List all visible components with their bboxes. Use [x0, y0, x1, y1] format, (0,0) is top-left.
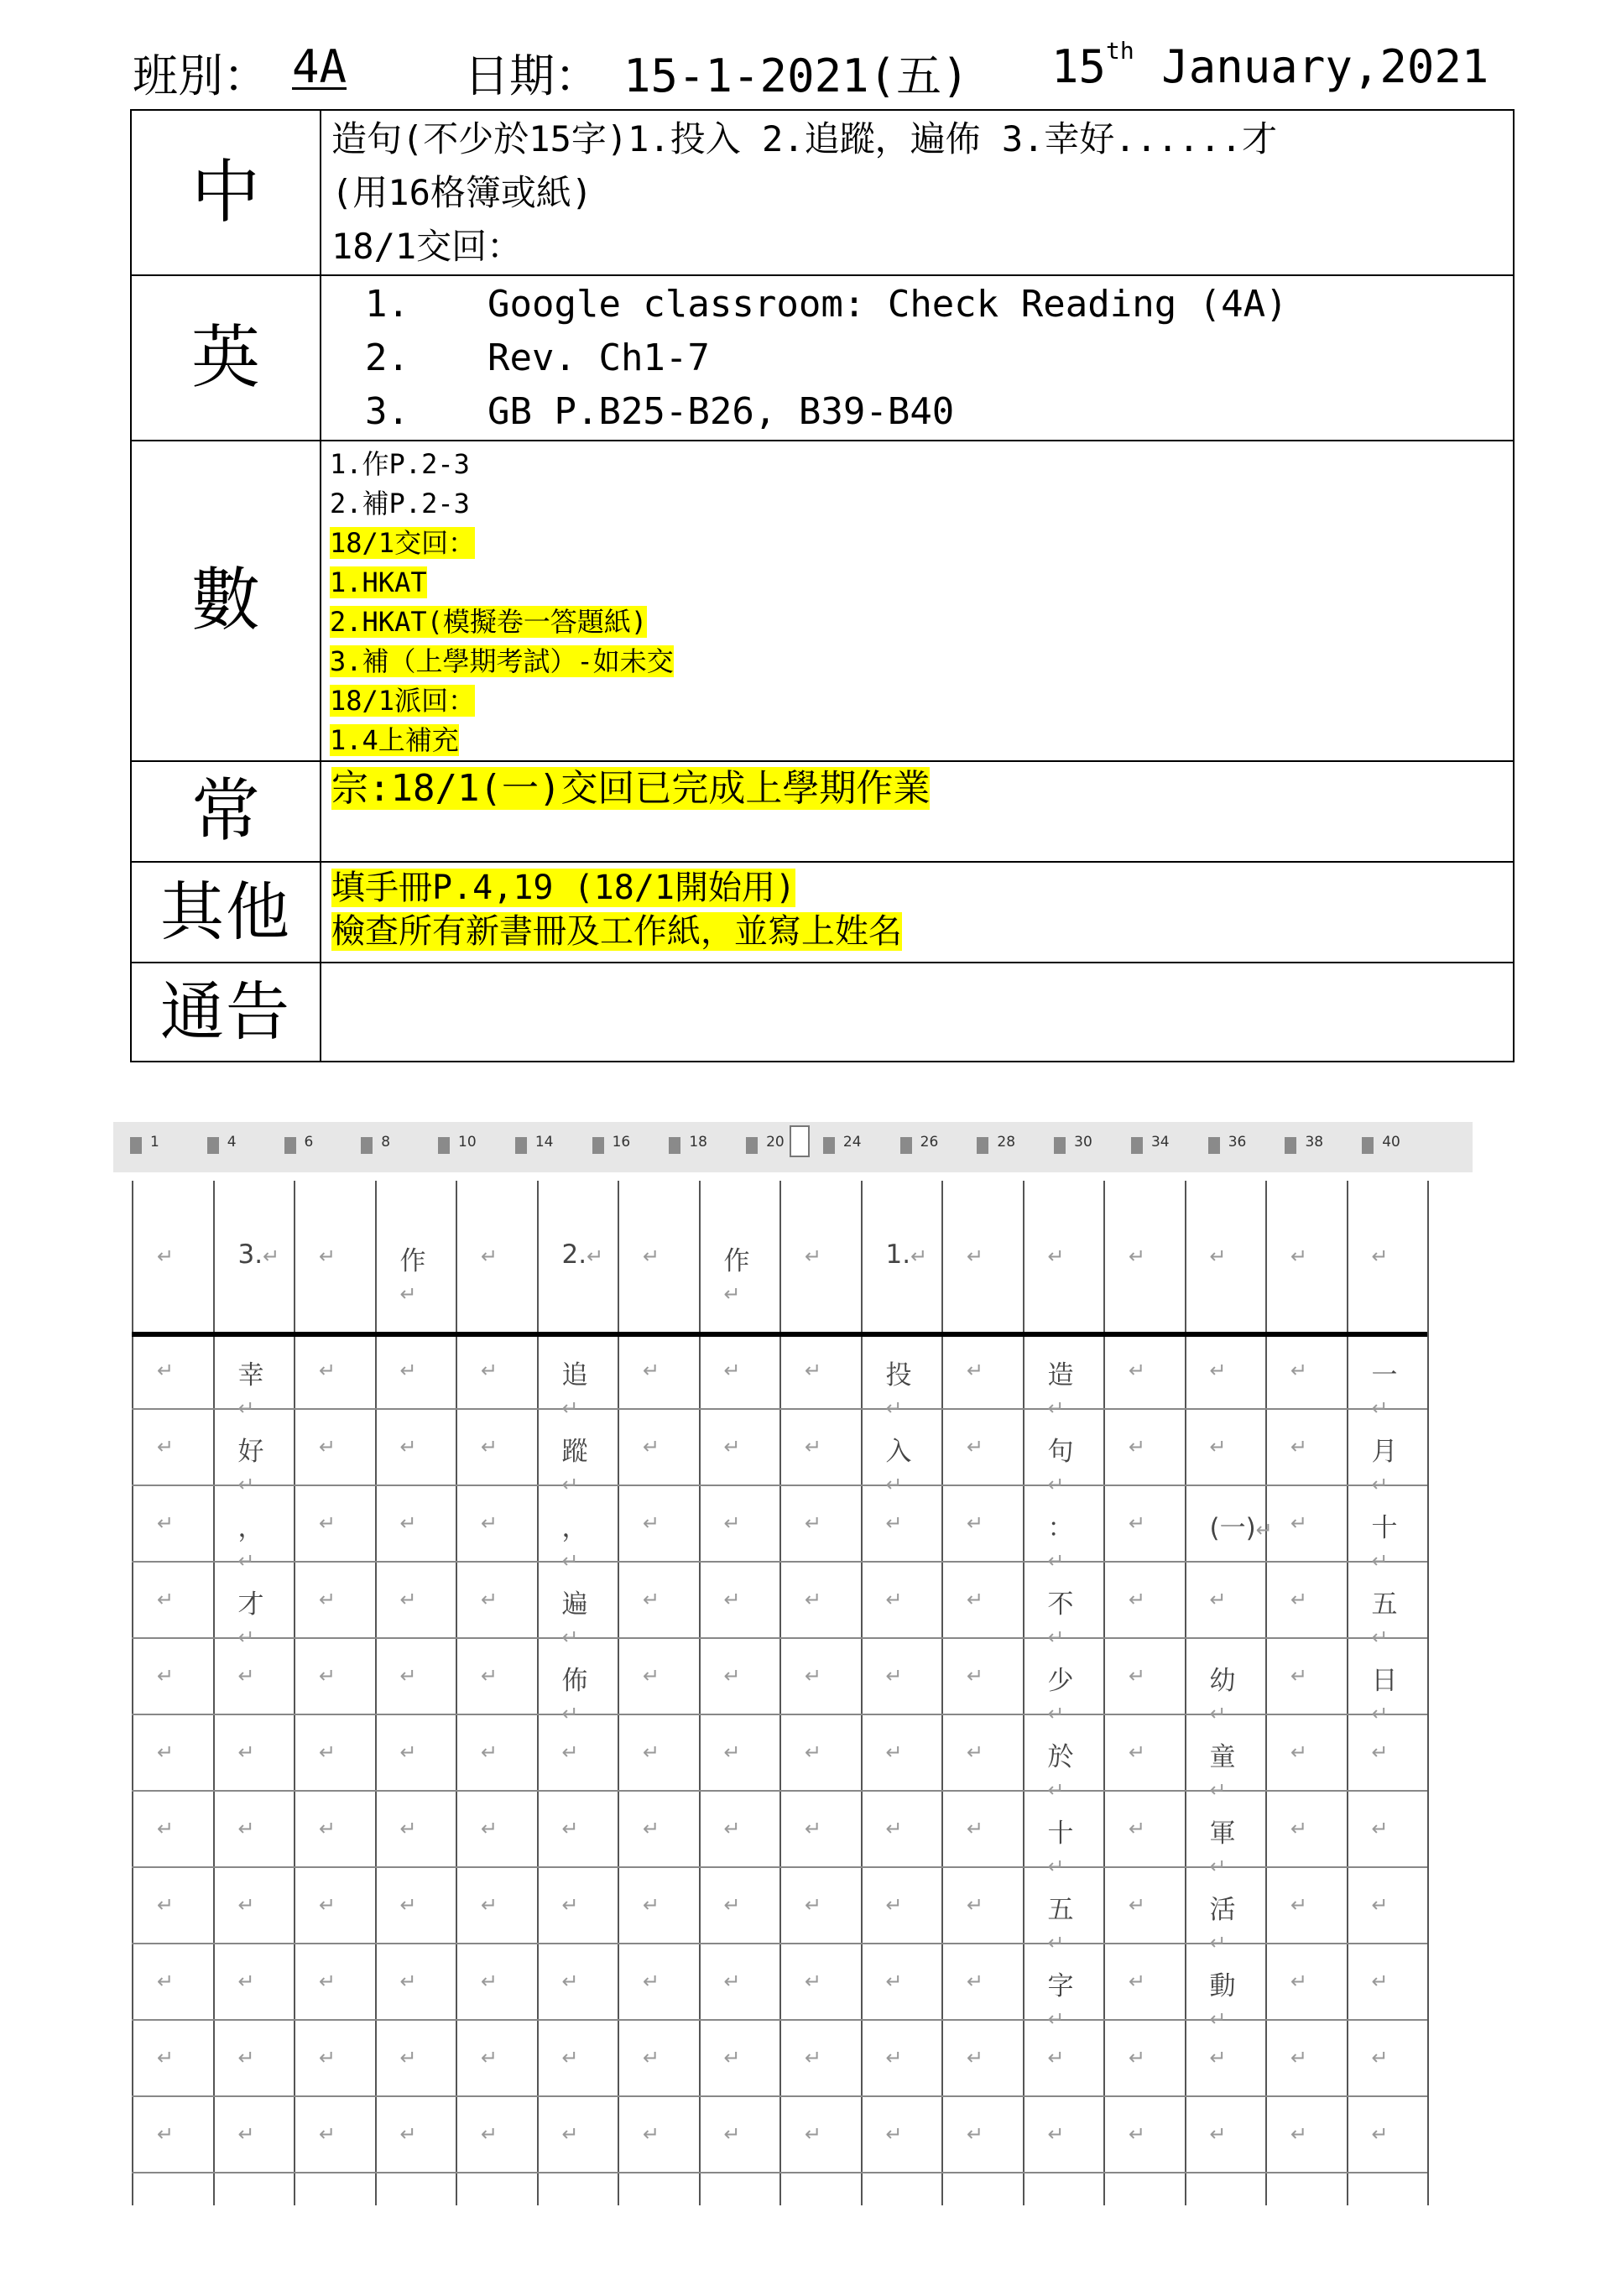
ruler-number: 18 — [689, 1134, 707, 1151]
ruler-number: 8 — [381, 1134, 391, 1151]
grid-cell: ↵ — [1290, 1740, 1308, 1764]
grid-cell: ↵ — [1290, 1893, 1308, 1917]
grid-cell: 幸↵ — [237, 1360, 264, 1420]
grid-cell: ↵ — [885, 2046, 903, 2069]
grid-cell: 才↵ — [237, 1589, 264, 1649]
grid-cell: ↵ — [481, 1817, 498, 1840]
grid-cell: ↵ — [967, 1664, 984, 1688]
grid-cell: 佈↵ — [561, 1666, 588, 1725]
ruler-tick — [361, 1137, 373, 1154]
grid-cell: ，↵ — [561, 1513, 588, 1573]
grid-cell: ↵ — [481, 1664, 498, 1688]
ruler-number: 14 — [534, 1134, 554, 1151]
chinese-line-2: (用16格簿或紙) — [331, 172, 593, 213]
grid-cell: ↵ — [481, 1435, 498, 1458]
grid-cell: ↵ — [237, 2122, 255, 2146]
grid-cell: ，↵ — [237, 1513, 264, 1573]
grid-cell: ↵ — [967, 1359, 984, 1382]
grid-cell: ↵ — [805, 1970, 822, 1993]
grid-cell: ↵ — [885, 1893, 903, 1917]
grid-cell: ↵ — [481, 1359, 498, 1382]
grid-cell: ↵ — [643, 1359, 660, 1382]
grid-cell: ↵ — [481, 1245, 498, 1268]
math-highlight-line: 1.4上補充 — [330, 724, 459, 756]
grid-cell: 蹤↵ — [561, 1437, 588, 1496]
grid-cell: ↵ — [561, 1893, 579, 1917]
grid-row-line — [132, 2095, 1427, 2097]
grid-cell: 字↵ — [1047, 1971, 1074, 2031]
grid-cell: 活↵ — [1209, 1895, 1236, 1954]
grid-cell: ↵ — [237, 1664, 255, 1688]
ruler-number: 1 — [150, 1134, 159, 1151]
subject-english: 英 — [131, 275, 321, 441]
grid-cell: ↵ — [157, 1359, 175, 1382]
grid-cell: ↵ — [1209, 1435, 1227, 1458]
grid-cell: ↵ — [157, 1664, 175, 1688]
page-header — [133, 37, 1489, 107]
grid-cell: 造↵ — [1047, 1360, 1074, 1420]
ruler-tick — [284, 1137, 296, 1154]
ruler-number: 24 — [842, 1134, 862, 1151]
grid-cell: ↵ — [319, 2122, 336, 2146]
grid-header-divider — [132, 1332, 1427, 1337]
grid-row-line — [132, 1485, 1427, 1486]
grid-cell: ↵ — [723, 1817, 741, 1840]
grid-cell: ↵ — [237, 1740, 255, 1764]
grid-cell: ↵ — [157, 1970, 175, 1993]
date-value: 15-1-2021(五) — [623, 50, 969, 102]
grid-cell: 追↵ — [561, 1360, 588, 1420]
worksheet-screenshot — [113, 1122, 1473, 2226]
english-item: 1. Google classroom: Check Reading (4A) — [365, 283, 1288, 326]
grid-cell: 於↵ — [1047, 1742, 1074, 1802]
grid-cell: ↵ — [885, 1817, 903, 1840]
ruler-number: 40 — [1382, 1134, 1400, 1151]
ruler-number: 26 — [920, 1134, 939, 1151]
grid-cell: ↵ — [561, 2046, 579, 2069]
grid-cell: ↵ — [1129, 1970, 1146, 1993]
grid-cell: ↵ — [643, 1435, 660, 1458]
math-content — [321, 441, 1514, 761]
grid-row-line — [132, 1561, 1427, 1563]
grid-cell: ↵ — [1129, 1664, 1146, 1688]
grid-cell: ↵ — [481, 1893, 498, 1917]
math-highlight-line: 1.HKAT — [330, 566, 427, 598]
grid-cell: ↵ — [1371, 1893, 1389, 1917]
grid-cell: ↵ — [643, 2046, 660, 2069]
ruler-number: 34 — [1150, 1134, 1170, 1151]
grid-cell: 一↵ — [1371, 1360, 1398, 1420]
grid-cell: ↵ — [967, 1511, 984, 1535]
grid-cell: ↵ — [561, 1740, 579, 1764]
grid-cell: ↵ — [399, 2122, 417, 2146]
ruler-tick — [1362, 1137, 1374, 1154]
grid-cell: ↵ — [805, 1664, 822, 1688]
grid-cell: 月↵ — [1371, 1437, 1398, 1496]
grid-cell: ↵ — [805, 1740, 822, 1764]
grid-cell: 1.↵ — [885, 1239, 928, 1270]
grid-cell: ↵ — [1290, 1588, 1308, 1611]
notices-content — [321, 963, 1514, 1062]
grid-cell: ：↵ — [1047, 1513, 1074, 1573]
grid-cell: ↵ — [319, 1435, 336, 1458]
grid-cell: 遍↵ — [561, 1589, 588, 1649]
grid-cell: ↵ — [967, 1970, 984, 1993]
grid-cell: ↵ — [805, 2122, 822, 2146]
grid-cell: 不↵ — [1047, 1589, 1074, 1649]
grid-cell: ↵ — [967, 2122, 984, 2146]
grid-cell: ↵ — [885, 1664, 903, 1688]
grid-cell: ↵ — [561, 1970, 579, 1993]
grid-cell: ↵ — [319, 1970, 336, 1993]
grid-cell: ↵ — [1047, 2122, 1065, 2146]
homework-table — [130, 109, 1515, 1062]
ruler-tick — [207, 1137, 219, 1154]
grid-cell: ↵ — [723, 1588, 741, 1611]
grid-cell: ↵ — [319, 1817, 336, 1840]
grid-cell: ↵ — [481, 2046, 498, 2069]
grid-cell: ↵ — [319, 1893, 336, 1917]
grid-cell: ↵ — [723, 1359, 741, 1382]
grid-cell: ↵ — [805, 1511, 822, 1535]
grid-cell: ↵ — [157, 2046, 175, 2069]
grid-cell: 入↵ — [885, 1437, 912, 1496]
grid-cell: ↵ — [1290, 2122, 1308, 2146]
grid-cell: 投↵ — [885, 1360, 912, 1420]
grid-cell: ↵ — [967, 1245, 984, 1268]
subject-math: 數 — [131, 441, 321, 761]
grid-cell: ↵ — [157, 1435, 175, 1458]
grid-cell: ↵ — [157, 1511, 175, 1535]
ruler-number: 30 — [1074, 1134, 1092, 1151]
grid-row-line — [132, 1637, 1427, 1639]
date-english: 15th January,2021 — [1051, 37, 1489, 93]
row-chinese — [131, 110, 1514, 275]
subject-others: 其他 — [131, 862, 321, 963]
grid-cell: ↵ — [1290, 1435, 1308, 1458]
grid-cell: ↵ — [157, 1245, 175, 1268]
grid-cell: ↵ — [1371, 1245, 1389, 1268]
grid-cell: ↵ — [319, 1511, 336, 1535]
grid-cell: ↵ — [805, 2046, 822, 2069]
chinese-content — [321, 110, 1514, 275]
grid-cell: ↵ — [967, 1588, 984, 1611]
grid-cell: ↵ — [1209, 1245, 1227, 1268]
ruler-tick — [823, 1137, 835, 1154]
grid-cell: 2.↵ — [561, 1239, 604, 1270]
grid-cell: ↵ — [643, 1511, 660, 1535]
grid-cell: ↵ — [1209, 1359, 1227, 1382]
grid-cell: ↵ — [157, 1893, 175, 1917]
ruler-tick — [515, 1137, 527, 1154]
ruler-tick — [669, 1137, 680, 1154]
grid-cell: ↵ — [399, 1359, 417, 1382]
subject-general-studies: 常 — [131, 761, 321, 862]
grid-cell: ↵ — [399, 1664, 417, 1688]
grid-cell: ↵ — [643, 1817, 660, 1840]
grid-row-line — [132, 2172, 1427, 2173]
grid-cell: ↵ — [805, 1588, 822, 1611]
general-line: 宗:18/1(一)交回已完成上學期作業 — [331, 767, 931, 810]
grid-cell: ↵ — [1129, 1893, 1146, 1917]
grid-cell: ↵ — [1129, 1435, 1146, 1458]
grid-cell: ↵ — [399, 1435, 417, 1458]
grid-cell: ↵ — [1290, 1664, 1308, 1688]
subject-chinese: 中 — [131, 110, 321, 275]
row-general-studies — [131, 761, 1514, 862]
others-line: 檢查所有新書冊及工作紙，並寫上姓名 — [331, 912, 902, 951]
grid-cell: ↵ — [319, 1359, 336, 1382]
grid-cell: ↵ — [967, 1817, 984, 1840]
grid-cell: 作↵ — [723, 1246, 750, 1306]
grid-cell: ↵ — [967, 2046, 984, 2069]
grid-cell: ↵ — [481, 2122, 498, 2146]
english-content — [321, 275, 1514, 441]
grid-cell: ↵ — [319, 1740, 336, 1764]
grid-cell: ↵ — [723, 1970, 741, 1993]
grid-cell: ↵ — [805, 1245, 822, 1268]
grid-cell: ↵ — [237, 1893, 255, 1917]
grid-cell: ↵ — [481, 1970, 498, 1993]
grid-cell: ↵ — [481, 1740, 498, 1764]
grid-cell: ↵ — [643, 1245, 660, 1268]
grid-cell: ↵ — [1129, 1511, 1146, 1535]
grid-cell: ↵ — [1047, 1245, 1065, 1268]
grid-cell: ↵ — [723, 1511, 741, 1535]
row-english — [131, 275, 1514, 441]
english-item: 2. Rev. Ch1-7 — [365, 337, 710, 379]
grid-cell: ↵ — [481, 1588, 498, 1611]
grid-cell: ↵ — [1129, 1740, 1146, 1764]
ruler-tick — [438, 1137, 450, 1154]
grid-cell: ↵ — [723, 1893, 741, 1917]
grid-row-line — [132, 1408, 1427, 1410]
ruler-tick — [977, 1137, 988, 1154]
grid-cell: ↵ — [805, 1817, 822, 1840]
class-label: 班別： — [133, 50, 268, 102]
grid-cell: ↵ — [399, 1740, 417, 1764]
grid-cell: ↵ — [399, 1970, 417, 1993]
grid-cell: ↵ — [1129, 1588, 1146, 1611]
grid-column-line — [1427, 1181, 1429, 2205]
ruler-number: 38 — [1305, 1134, 1324, 1151]
grid-cell: ↵ — [399, 1893, 417, 1917]
ruler-tick — [592, 1137, 604, 1154]
grid-cell: (一)↵ — [1209, 1513, 1273, 1543]
ruler-number: 10 — [458, 1134, 477, 1151]
grid-cell: ↵ — [157, 1588, 175, 1611]
grid-cell: 日↵ — [1371, 1666, 1398, 1725]
grid-cell: ↵ — [723, 1435, 741, 1458]
grid-cell: ↵ — [1209, 2122, 1227, 2146]
grid-cell: ↵ — [643, 1970, 660, 1993]
grid-cell: ↵ — [885, 1588, 903, 1611]
grid-cell: ↵ — [561, 1817, 579, 1840]
ruler-number: 16 — [612, 1134, 631, 1151]
grid-cell: ↵ — [1371, 2122, 1389, 2146]
english-item: 3. GB P.B25-B26, B39-B40 — [365, 390, 955, 433]
ruler-number: 4 — [227, 1134, 237, 1151]
grid-cell: ↵ — [237, 1970, 255, 1993]
grid-cell: ↵ — [805, 1359, 822, 1382]
grid-cell: ↵ — [1371, 2046, 1389, 2069]
grid-cell: 句↵ — [1047, 1437, 1074, 1496]
grid-cell: ↵ — [1290, 1359, 1308, 1382]
grid-cell: ↵ — [643, 1664, 660, 1688]
ruler-indent-marker — [790, 1125, 810, 1157]
math-highlight-line: 2.HKAT(模擬卷一答題紙) — [330, 606, 648, 638]
grid-cell: ↵ — [1290, 1970, 1308, 1993]
grid-cell: ↵ — [1290, 1245, 1308, 1268]
math-highlight-line: 18/1派回： — [330, 685, 476, 717]
grid-cell: ↵ — [885, 1970, 903, 1993]
grid-cell: ↵ — [967, 1435, 984, 1458]
grid-cell: ↵ — [481, 1511, 498, 1535]
grid-cell: ↵ — [967, 1740, 984, 1764]
grid-cell: ↵ — [1129, 1359, 1146, 1382]
grid-cell: ↵ — [319, 1664, 336, 1688]
grid-cell: ↵ — [805, 1435, 822, 1458]
grid-cell: 少↵ — [1047, 1666, 1074, 1725]
grid-cell: ↵ — [723, 1664, 741, 1688]
grid-cell: 好↵ — [237, 1437, 264, 1496]
ruler-tick — [1285, 1137, 1296, 1154]
grid-cell: ↵ — [561, 2122, 579, 2146]
others-line: 填手冊P.4,19 (18/1開始用) — [331, 869, 796, 907]
grid-cell: 軍↵ — [1209, 1819, 1236, 1878]
others-content — [321, 862, 1514, 963]
grid-cell: ↵ — [237, 2046, 255, 2069]
grid-cell: 幼↵ — [1209, 1666, 1236, 1725]
subject-notices: 通告 — [131, 963, 321, 1062]
grid-cell: ↵ — [723, 2122, 741, 2146]
grid-cell: ↵ — [1371, 1817, 1389, 1840]
grid-cell: ↵ — [885, 1740, 903, 1764]
grid-cell: ↵ — [1290, 1817, 1308, 1840]
grid-cell: ↵ — [319, 2046, 336, 2069]
grid-cell: ↵ — [157, 1817, 175, 1840]
grid-cell: ↵ — [157, 2122, 175, 2146]
ruler-tick — [1131, 1137, 1143, 1154]
row-math — [131, 441, 1514, 761]
grid-cell: ↵ — [157, 1740, 175, 1764]
grid-cell: ↵ — [319, 1588, 336, 1611]
ruler-tick — [746, 1137, 758, 1154]
grid-cell: ↵ — [237, 1817, 255, 1840]
chinese-line-3: 18/1交回： — [331, 226, 523, 267]
grid-cell: ↵ — [1129, 2122, 1146, 2146]
math-highlight-line: 18/1交回： — [330, 527, 476, 559]
ruler-tick — [1208, 1137, 1220, 1154]
math-line: 2.補P.2-3 — [330, 488, 470, 519]
grid-cell: ↵ — [643, 2122, 660, 2146]
chinese-line-1: 造句(不少於15字)1.投入 2.追蹤，遍佈 3.幸好......才 — [331, 118, 1278, 159]
grid-cell: ↵ — [643, 1588, 660, 1611]
grid-cell: ↵ — [1290, 2046, 1308, 2069]
grid-cell: 童↵ — [1209, 1742, 1236, 1802]
grid-cell: ↵ — [399, 2046, 417, 2069]
grid-cell: ↵ — [399, 1817, 417, 1840]
grid-cell: ↵ — [399, 1588, 417, 1611]
math-highlight-line: 3.補（上學期考試）-如未交 — [330, 645, 674, 677]
ruler-number: 36 — [1228, 1134, 1247, 1151]
grid-cell: ↵ — [1129, 2046, 1146, 2069]
grid-cell: ↵ — [1129, 1817, 1146, 1840]
grid-cell: 十↵ — [1047, 1819, 1074, 1878]
grid-cell: ↵ — [1047, 2046, 1065, 2069]
grid-cell: ↵ — [1209, 1588, 1227, 1611]
ruler-number: 20 — [766, 1134, 785, 1151]
grid-cell: ↵ — [805, 1893, 822, 1917]
row-others — [131, 862, 1514, 963]
date-label: 日期： — [464, 50, 600, 102]
ruler-tick — [1054, 1137, 1066, 1154]
grid-cell: ↵ — [1290, 1511, 1308, 1535]
grid-cell: 動↵ — [1209, 1971, 1236, 2031]
ruler-number: 28 — [997, 1134, 1016, 1151]
grid-cell: 五↵ — [1371, 1589, 1398, 1649]
math-line: 1.作P.2-3 — [330, 448, 470, 480]
grid-cell: ↵ — [319, 1245, 336, 1268]
row-notices — [131, 963, 1514, 1062]
grid-cell: ↵ — [1371, 1740, 1389, 1764]
class-value: 4A — [292, 40, 347, 93]
grid-cell: ↵ — [885, 1511, 903, 1535]
grid-cell: ↵ — [1209, 2046, 1227, 2069]
grid-cell: 十↵ — [1371, 1513, 1398, 1573]
grid-cell: 作↵ — [399, 1246, 426, 1306]
grid-cell: ↵ — [885, 2122, 903, 2146]
grid-cell: ↵ — [723, 2046, 741, 2069]
general-content — [321, 761, 1514, 862]
grid-cell: ↵ — [723, 1740, 741, 1764]
ruler-tick — [900, 1137, 912, 1154]
grid-cell: ↵ — [399, 1511, 417, 1535]
document-ruler — [113, 1122, 1473, 1172]
ruler-tick — [130, 1137, 142, 1154]
grid-cell: 五↵ — [1047, 1895, 1074, 1954]
grid-cell: ↵ — [643, 1893, 660, 1917]
grid-cell: ↵ — [967, 1893, 984, 1917]
ruler-number: 6 — [304, 1134, 314, 1151]
grid-cell: 3.↵ — [237, 1239, 280, 1270]
grid-cell: ↵ — [643, 1740, 660, 1764]
grid-cell: ↵ — [1371, 1970, 1389, 1993]
grid-cell: ↵ — [1129, 1245, 1146, 1268]
